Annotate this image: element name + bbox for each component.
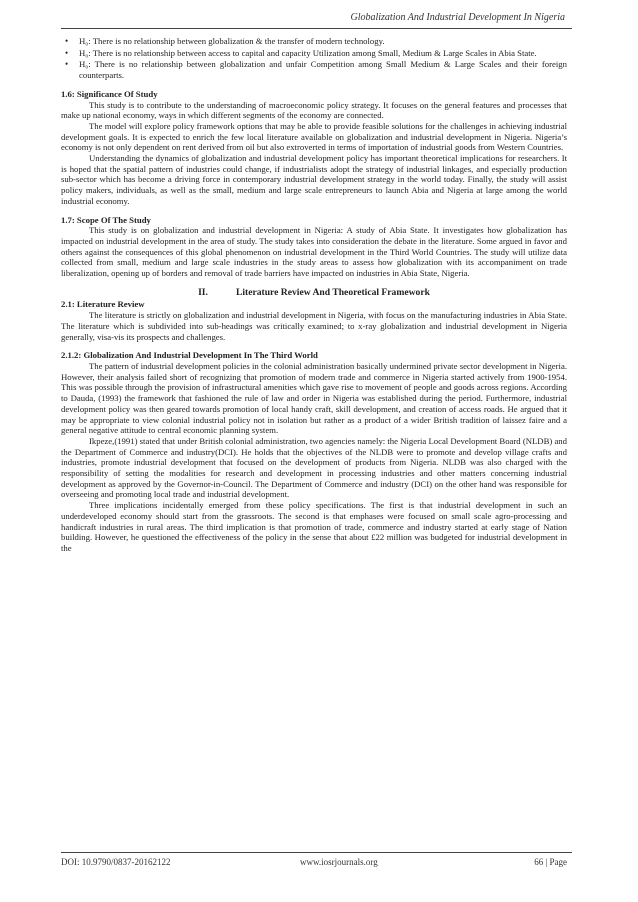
section-number: II. (198, 286, 208, 298)
section-heading-1-7: 1.7: Scope Of The Study (61, 214, 151, 225)
paragraph: This study is on globalization and industrial development in Nigeria: A study of Abia State. It investigates how globalization has impacted on industrial development in the area of study. The study takes into consideration the debate in the literature. Some argued in favor and others against the consequences of this global phenomenon on industrial development in the Third World Countries. The study will utilize data collected from small, medium and large scale industries in the study areas to assess how globalization with its accompaniment on trade liberalization, opening up of borders and removal of trade barriers have impacted on industries in Abia State, Nigeria. (61, 225, 567, 279)
section-heading-1-6: 1.6: Significance Of Study (61, 88, 158, 99)
page-body (61, 36, 567, 554)
footer-doi: DOI: 10.9790/0837-20162122 (61, 857, 171, 867)
paragraph: Three implications incidentally emerged from these policy specifications. The first is that industrial development in such an underdeveloped economy should start from the grassroots. The second is that emphases were focused on small scale agro-processing and handicraft industries in rural areas. The third implication is that promotion of trade, commerce and industry started at early stage of Nation building. However, he questioned the effectiveness of the policy in the sense that about £22 million was budgeted for industrial development in the (61, 500, 567, 553)
section-heading-2-1 (61, 299, 567, 310)
section-title: Literature Review And Theoretical Framework (235, 286, 430, 298)
hypothesis-item: • H₀: There is no relationship between globalization and unfair Competition among Small Medium & Large Scales and their foreign counterparts. (79, 59, 567, 80)
section-heading-2-1-2: 2.1.2: Globalization And Industrial Development In The Third World (61, 350, 318, 361)
paragraph: This study is to contribute to the understanding of macroeconomic policy strategy. It focuses on the general features and processes that make up national economy, ways in which different segments of the economy are connected. (61, 99, 567, 121)
footer-rule (61, 852, 572, 853)
paragraph: The pattern of industrial development policies in the colonial administration basically undermined private sector development in Nigeria. However, their analysis failed short of recognizing that promotion of modern trade and commerce in Nigeria started actively from 1900-1954. This was possible through the provision of infrastructural amenities which gave rise to movement of people and goods across regions. According to Dauda, (1993) the framework that fashioned the rule of law and order in Nigeria was established during the period. Furthermore, industrial development policy was then geared towards promotion of local handy craft, skill development, and creation of access roads. He argued that it may be appropriate to view colonial industrial policy not in isolation but rather as a product of a wider British tradition of laissez faire and a general negative attitude to central economic planning system. (61, 360, 567, 436)
paragraph: Ikpeze,(1991) stated that under British colonial administration, two agencies namely: the Nigeria Local Development Board (NLDB) and the Department of Commerce and industry(DCI). He holds that the objectives of the NLDB were to promote and develop village crafts and industries, promote industrial development that focused on the development of products from Nigeria. NLDB was also charged with the responsibility of setting the modalities for research and development in processing industries and other matters concerning industrial development as approved by the Governor-in-Council. The Department of Commerce and industry (DCI) on the other hand was responsible for overseeing and promoting local trade and industrial development. (61, 435, 567, 500)
hypothesis-item: • H₀: There is no relationship between access to capital and capacity Utilization among Small, Medium & Large Scales in Abia State. (79, 48, 567, 59)
paragraph: The literature is strictly on globalization and industrial development in Nigeria, with focus on the manufacturing industries in Abia State. The literature which is subdivided into sub-headings was critically examined; to x-ray globalization and industrial development in Nigeria generally, visa-vis its prospects and challenges. (61, 310, 567, 342)
footer-website-link[interactable]: www.iosrjournals.org (300, 857, 378, 867)
hypotheses-list (61, 36, 567, 81)
paragraph: Understanding the dynamics of globalization and industrial development policy has important theoretical implications for researchers. It is hoped that the spatial pattern of industries could change, if industrialists adopt the strategy of industrial linkages, and especially production sub-sector which has become a driving force in contemporary industrial development strategy in the world today. Finally, the study will assist policy makers, individuals, as well as the small, medium and large scale entrepreneurs to launch Abia and Nigeria at large among the world industrial economy. (61, 153, 567, 206)
section-heading-ii (61, 288, 567, 299)
footer-page-number: 66 | Page (534, 857, 567, 867)
running-head: Globalization And Industrial Development In Nigeria (350, 12, 565, 23)
hypothesis-item: • H₀: There is no relationship between globalization & the transfer of modern technology. (79, 36, 567, 47)
header-rule (61, 28, 572, 29)
paragraph: The model will explore policy framework options that may be able to provide feasible solutions for the challenges in achieving industrial development goals. It is expected to enrich the few local literature available on globalization and industrial development in Nigeria. Nigeria’s economy is not only dependent on rent derived from oil but also extroverted in terms of importation of industrial goods from Western Countries. (61, 120, 567, 153)
heading-number: 2.1 (61, 299, 72, 310)
heading-text: : Literature Review (71, 299, 145, 310)
